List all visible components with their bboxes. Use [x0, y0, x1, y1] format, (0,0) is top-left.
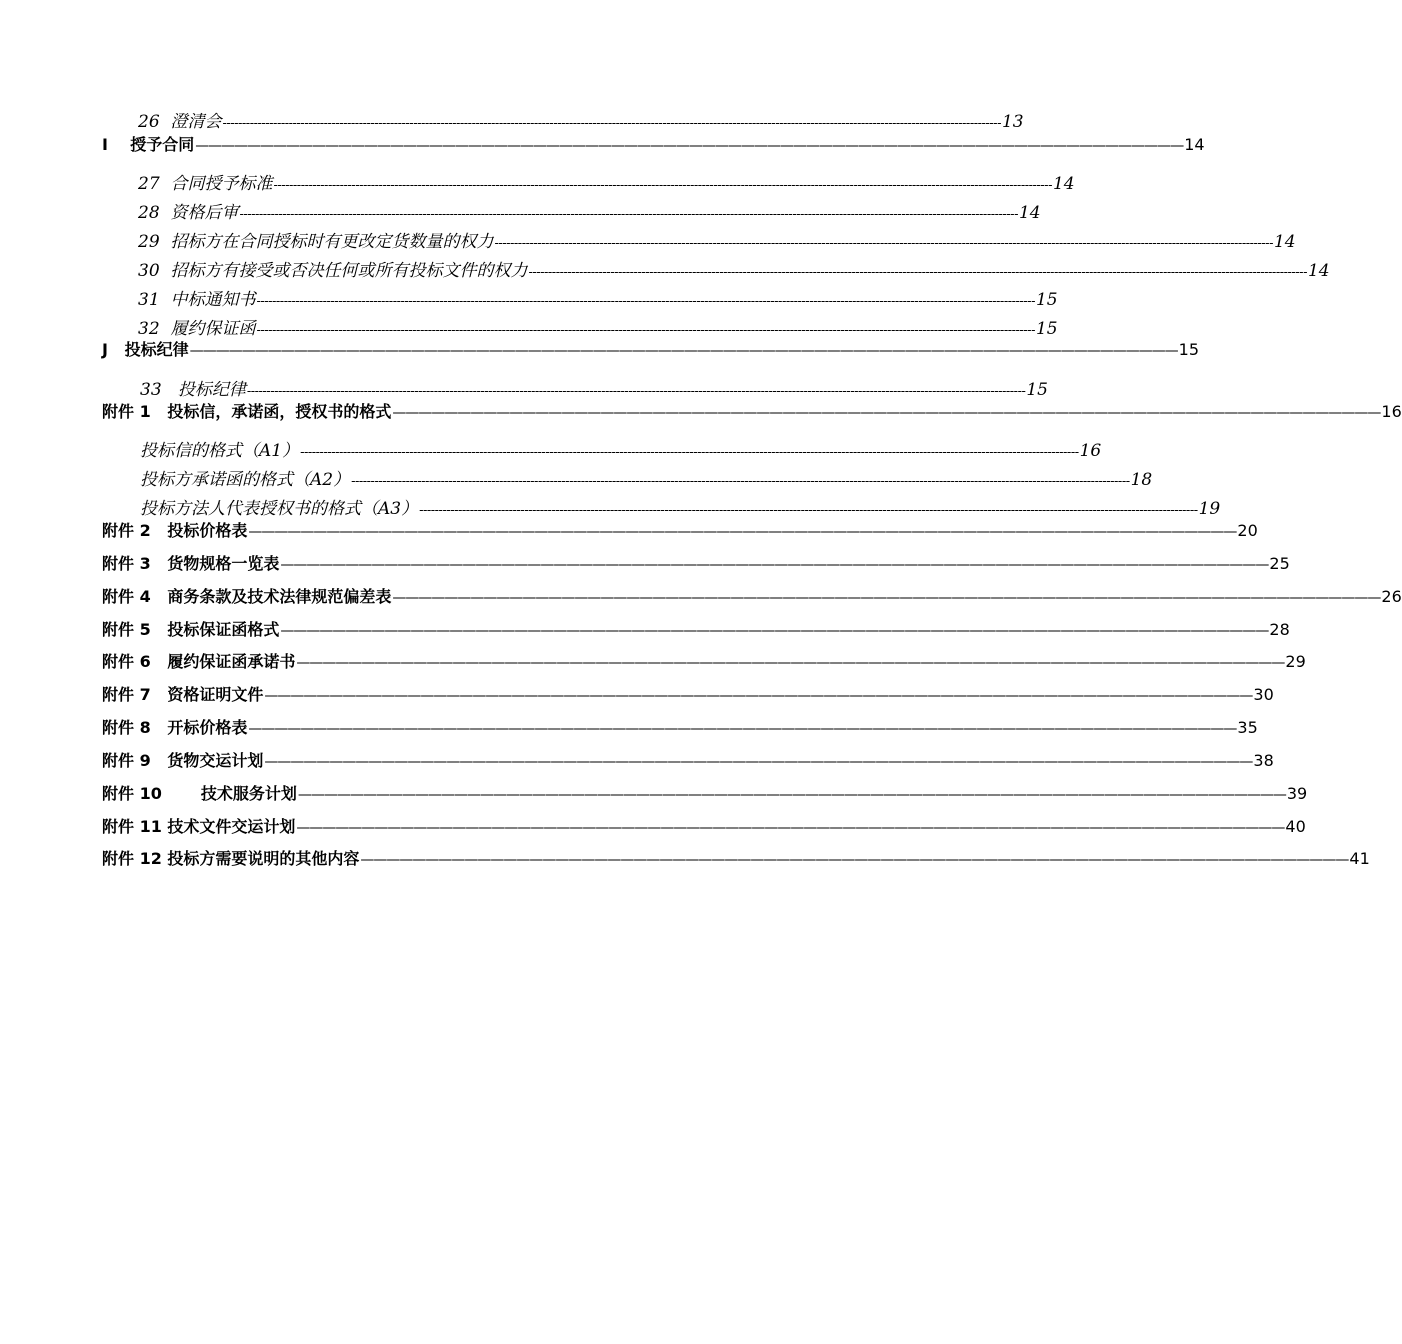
toc-entry-quantity-change-right[interactable] [138, 230, 1296, 254]
toc-entry-accept-reject-right[interactable] [138, 259, 1330, 283]
dot-leader: -------------------------------------------------------------------------------------------------------------------------------------------------------------------------------------------------------- [246, 384, 1026, 399]
toc-entry-label: 28 资格后审 [138, 203, 239, 223]
toc-entry-annex-6[interactable] [102, 650, 1306, 674]
toc-entry-label: 附件 6 履约保证函承诺书 [102, 652, 296, 671]
toc-entry-page: 19 [1198, 499, 1221, 519]
toc-entry-label: 附件 1 投标信，承诺函，授权书的格式 [102, 402, 392, 421]
toc-entry-page: 18 [1130, 470, 1153, 490]
toc-entry-annex-3[interactable] [102, 552, 1290, 576]
toc-entry-label: 附件 5 投标保证函格式 [102, 620, 280, 639]
toc-entry-section-i[interactable] [102, 133, 1205, 157]
toc-entry-label: I 授予合同 [102, 135, 195, 154]
toc-entry-page: 16 [1079, 441, 1102, 461]
toc-entry-label: 投标信的格式（A1） [140, 441, 300, 461]
toc-entry-label: 30 招标方有接受或否决任何或所有投标文件的权力 [138, 261, 528, 281]
dash-leader: ———————————————————————————————————————————————————————————————————————————— [296, 655, 1285, 671]
dash-leader: ———————————————————————————————————————————————————————————————————————————— [280, 557, 1269, 573]
dash-leader: ———————————————————————————————————————————————————————————————————————————— [264, 754, 1253, 770]
toc-entry-label: J 投标纪律 [102, 340, 189, 359]
toc-entry-label: 投标方承诺函的格式（A2） [140, 470, 351, 490]
toc-entry-label: 附件 11 技术文件交运计划 [102, 817, 296, 836]
toc-entry-award-criteria[interactable] [138, 172, 1075, 196]
toc-entry-label: 附件 9 货物交运计划 [102, 751, 264, 770]
toc-entry-label: 附件 7 资格证明文件 [102, 685, 264, 704]
dash-leader: ———————————————————————————————————————————————————————————————————————————— [189, 343, 1178, 359]
toc-entry-page: 16 [1381, 402, 1402, 421]
toc-entry-annex-4[interactable] [102, 585, 1402, 609]
dash-leader: ———————————————————————————————————————————————————————————————————————————— [248, 721, 1237, 737]
dot-leader: -------------------------------------------------------------------------------------------------------------------------------------------------------------------------------------------------------- [494, 236, 1273, 251]
toc-entry-post-qualification[interactable] [138, 201, 1041, 225]
toc-entry-annex-8[interactable] [102, 716, 1258, 740]
toc-entry-label: 33 投标纪律 [140, 380, 246, 400]
toc-entry-page: 14 [1018, 203, 1041, 223]
dash-leader: ———————————————————————————————————————————————————————————————————————————— [280, 623, 1269, 639]
dot-leader: -------------------------------------------------------------------------------------------------------------------------------------------------------------------------------------------------------- [256, 294, 1035, 309]
toc-entry-label: 31 中标通知书 [138, 290, 256, 310]
toc-entry-page: 25 [1269, 554, 1290, 573]
toc-entry-page: 40 [1285, 817, 1306, 836]
toc-entry-annex-1[interactable] [102, 400, 1402, 424]
dot-leader: -------------------------------------------------------------------------------------------------------------------------------------------------------------------------------------------------------- [273, 178, 1052, 193]
toc-entry-label: 附件 8 开标价格表 [102, 718, 248, 737]
toc-entry-annex-9[interactable] [102, 749, 1274, 773]
toc-entry-page: 15 [1035, 290, 1058, 310]
toc-entry-page: 14 [1184, 135, 1205, 154]
dot-leader: -------------------------------------------------------------------------------------------------------------------------------------------------------------------------------------------------------- [222, 116, 1001, 131]
dash-leader: ———————————————————————————————————————————————————————————————————————————— [392, 405, 1381, 421]
toc-entry-page: 15 [1035, 319, 1058, 339]
toc-entry-page: 14 [1273, 232, 1296, 252]
toc-entry-annex-7[interactable] [102, 683, 1274, 707]
toc-entry-page: 15 [1178, 340, 1200, 359]
dot-leader: -------------------------------------------------------------------------------------------------------------------------------------------------------------------------------------------------------- [256, 323, 1035, 338]
toc-entry-page: 28 [1269, 620, 1290, 639]
toc-entry-page: 13 [1001, 112, 1024, 132]
toc-entry-label: 投标方法人代表授权书的格式（A3） [140, 499, 419, 519]
toc-entry-annex-5[interactable] [102, 618, 1290, 642]
toc-entry-page: 35 [1237, 718, 1258, 737]
toc-entry-page: 38 [1253, 751, 1274, 770]
dot-leader: -------------------------------------------------------------------------------------------------------------------------------------------------------------------------------------------------------- [528, 265, 1307, 280]
toc-entry-authorization-format[interactable] [140, 497, 1221, 521]
toc-entry-label: 附件 4 商务条款及技术法律规范偏差表 [102, 587, 392, 606]
toc-entry-label: 附件 12 投标方需要说明的其他内容 [102, 849, 360, 868]
toc-entry-commitment-letter-format[interactable] [140, 468, 1153, 492]
toc-entry-bid-letter-format[interactable] [140, 439, 1102, 463]
dash-leader: ———————————————————————————————————————————————————————————————————————————— [297, 787, 1286, 803]
toc-entry-annex-11[interactable] [102, 815, 1306, 839]
dash-leader: ———————————————————————————————————————————————————————————————————————————— [195, 138, 1184, 154]
toc-entry-page: 14 [1052, 174, 1075, 194]
dash-leader: ———————————————————————————————————————————————————————————————————————————— [360, 852, 1349, 868]
dot-leader: -------------------------------------------------------------------------------------------------------------------------------------------------------------------------------------------------------- [300, 445, 1079, 460]
toc-entry-annex-10[interactable] [102, 782, 1308, 806]
toc-entry-page: 14 [1307, 261, 1330, 281]
toc-entry-page: 29 [1285, 652, 1306, 671]
toc-entry-page: 30 [1253, 685, 1274, 704]
toc-entry-label: 27 合同授予标准 [138, 174, 273, 194]
toc-entry-label: 32 履约保证函 [138, 319, 256, 339]
toc-entry-page: 41 [1349, 849, 1370, 868]
toc-entry-clarification-meeting[interactable] [138, 110, 1024, 134]
dot-leader: -------------------------------------------------------------------------------------------------------------------------------------------------------------------------------------------------------- [419, 503, 1198, 518]
dash-leader: ———————————————————————————————————————————————————————————————————————————— [264, 688, 1253, 704]
toc-entry-page: 26 [1381, 587, 1402, 606]
toc-entry-page: 20 [1237, 521, 1258, 540]
toc-entry-annex-12[interactable] [102, 847, 1370, 871]
toc-entry-page: 15 [1026, 380, 1048, 400]
toc-entry-label: 附件 2 投标价格表 [102, 521, 248, 540]
dot-leader: -------------------------------------------------------------------------------------------------------------------------------------------------------------------------------------------------------- [351, 474, 1130, 489]
toc-entry-label: 29 招标方在合同授标时有更改定货数量的权力 [138, 232, 494, 252]
toc-entry-annex-2[interactable] [102, 519, 1258, 543]
dash-leader: ———————————————————————————————————————————————————————————————————————————— [392, 590, 1381, 606]
dash-leader: ———————————————————————————————————————————————————————————————————————————— [248, 524, 1237, 540]
toc-entry-label: 附件 3 货物规格一览表 [102, 554, 280, 573]
toc-entry-bidding-discipline[interactable] [140, 378, 1048, 402]
toc-entry-page: 39 [1286, 784, 1308, 803]
toc-entry-award-notice[interactable] [138, 288, 1058, 312]
toc-entry-label: 附件 10 技术服务计划 [102, 784, 297, 803]
dash-leader: ———————————————————————————————————————————————————————————————————————————— [296, 820, 1285, 836]
toc-entry-label: 26 澄清会 [138, 112, 222, 132]
toc-entry-section-j[interactable] [102, 338, 1200, 362]
dot-leader: -------------------------------------------------------------------------------------------------------------------------------------------------------------------------------------------------------- [239, 207, 1018, 222]
